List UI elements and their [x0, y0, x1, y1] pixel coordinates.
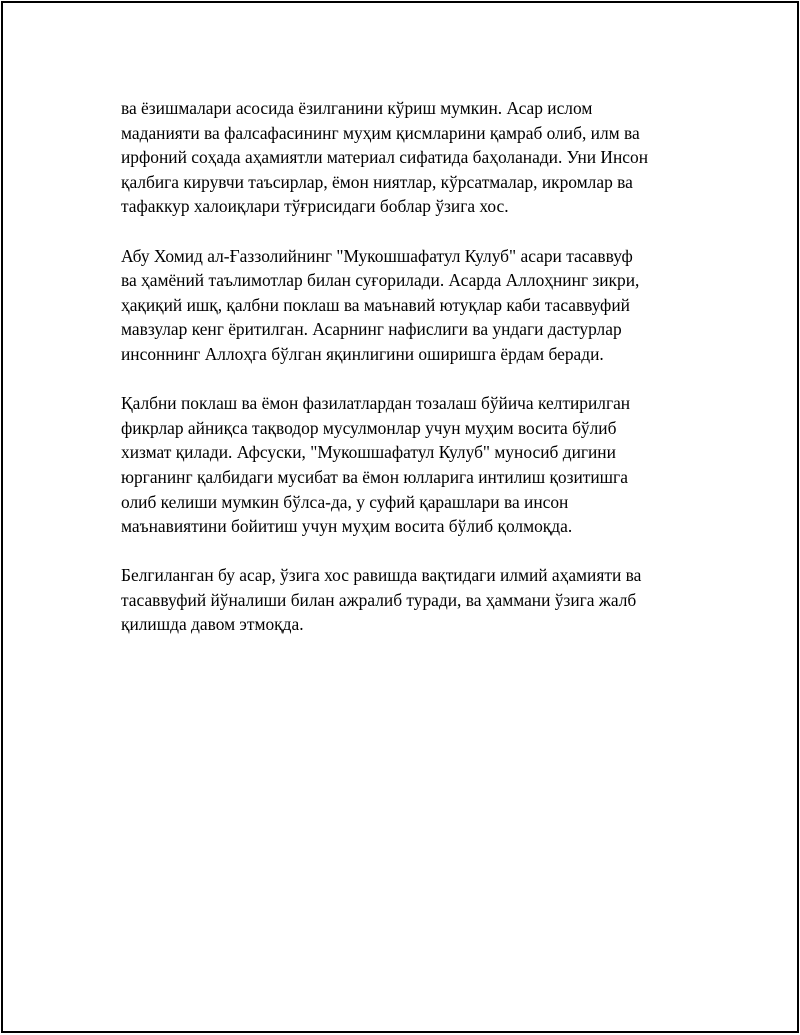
- text-line: тафаккур халоиқлари тўғрисидаги боблар ўзига хос.: [121, 196, 509, 217]
- text-line: юрганинг қалбидаги мусибат ва ёмон юлларига интилиш қозитишга: [121, 466, 628, 487]
- paragraph-2: [121, 244, 681, 367]
- text-line: олиб келиши мумкин бўлса-да, у суфий қарашлари ва инсон: [121, 491, 569, 512]
- paragraph-4: [121, 563, 681, 637]
- text-line: ирфоний соҳада аҳамиятли материал сифатида баҳоланади. Уни Инсон: [121, 147, 649, 168]
- paragraph-1: [121, 96, 681, 219]
- text-line: ва ҳамёний таълимотлар билан суғорилади. Асарда Аллоҳнинг зикри,: [121, 270, 640, 291]
- text-line: ҳақиқий ишқ, қалбни поклаш ва маънавий ютуқлар каби тасаввуфий: [121, 294, 630, 315]
- text-line: Абу Хомид ал-Ғаззолийнинг "Мукошшафатул Кулуб" асари тасаввуф: [121, 245, 633, 266]
- paragraph-3: [121, 391, 681, 539]
- text-line: маънавиятини бойитиш учун муҳим восита бўлиб қолмоқда.: [121, 516, 573, 537]
- text-line: тасаввуфий йўналиши билан ажралиб туради, ва ҳаммани ўзига жалб: [121, 589, 637, 610]
- document-body: [121, 96, 681, 662]
- text-line: инсоннинг Аллоҳга бўлган яқинлигини оширишга ёрдам беради.: [121, 343, 604, 364]
- text-line: қалбига кирувчи таъсирлар, ёмон ниятлар, кўрсатмалар, икромлар ва: [121, 171, 633, 192]
- text-line: маданияти ва фалсафасининг муҳим қисмларини қамраб олиб, илм ва: [121, 122, 640, 143]
- text-line: қилишда давом этмоқда.: [121, 614, 304, 635]
- text-line: ва ёзишмалари асосида ёзилганини кўриш мумкин. Асар ислом: [121, 98, 593, 118]
- text-line: Белгиланган бу асар, ўзига хос равишда вақтидаги илмий аҳамияти ва: [121, 565, 642, 586]
- text-line: хизмат қилади. Афсуски, "Мукошшафатул Кулуб" муносиб дигини: [121, 442, 616, 463]
- text-line: Қалбни поклаш ва ёмон фазилатлардан тозалаш бўйича келтирилган: [121, 393, 631, 414]
- text-line: фикрлар айниқса тақводор мусулмонлар учун муҳим восита бўлиб: [121, 417, 617, 438]
- text-line: мавзулар кенг ёритилган. Асарнинг нафислиги ва ундаги дастурлар: [121, 319, 622, 340]
- page: [1, 1, 799, 1033]
